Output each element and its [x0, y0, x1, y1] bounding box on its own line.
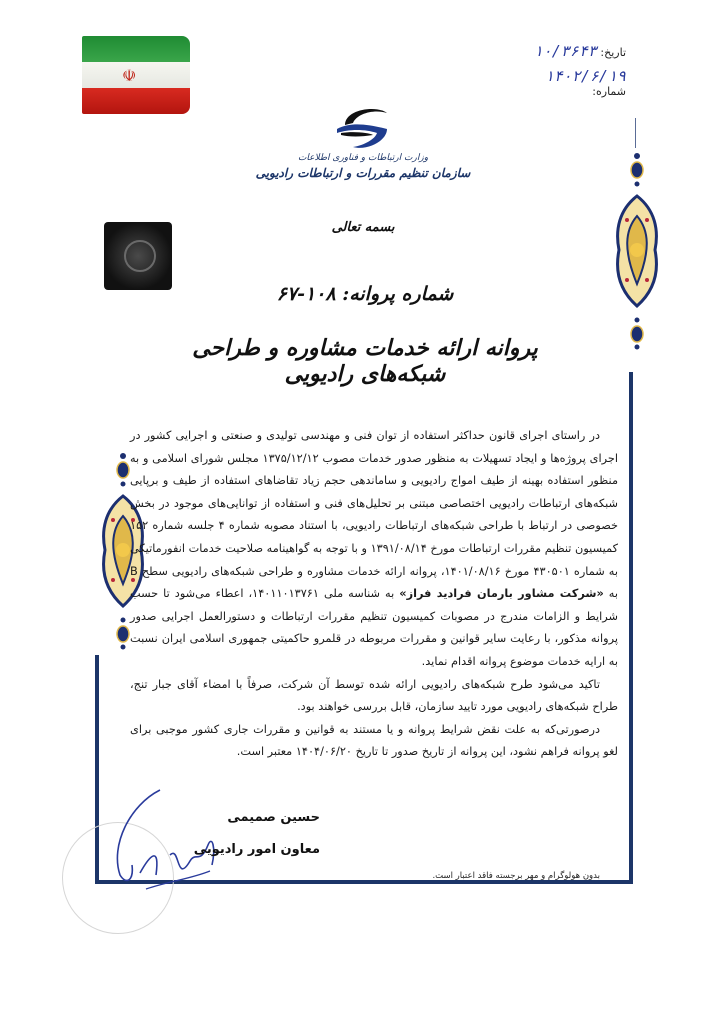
date-field [534, 42, 626, 60]
date-label: تاریخ: [600, 46, 626, 59]
frame-border-right [629, 372, 633, 884]
validity-note: بدون هولوگرام و مهر برجسته فاقد اعتبار است. [432, 871, 600, 881]
organization-name: سازمان تنظیم مقررات و ارتباطات رادیویی [255, 166, 471, 180]
body-paragraph: درصورتی‌که به علت نقض شرایط پروانه و یا مستند به قوانین و مقررات جاری کشور موجبی برای لغو پروانه فراهم نشود، این پروانه از تاریخ صدور تا تاریخ ۱۴۰۴/۰۶/۲۰ معتبر است. [130, 722, 618, 759]
body-paragraph: تاکید می‌شود طرح شبکه‌های رادیویی ارائه شده توسط آن شرکت، صرفاً با امضاء آقای جبار تنج، طراح شبکه‌های رادیویی مورد تایید سازمان، قابل بررسی خواهند بود. [130, 677, 618, 714]
signer-name: حسین صمیمی [227, 810, 320, 825]
license-number: شماره پروانه: ۱۰۸-۶۷ [276, 283, 454, 305]
number-value: ۱۴۰۲/۶/۱۹ [544, 67, 626, 85]
iran-flag-icon [82, 36, 190, 114]
cra-logo-icon [331, 103, 393, 153]
body-paragraph [130, 425, 618, 674]
divider [635, 118, 636, 148]
license-body [130, 425, 618, 764]
ornament-icon [609, 150, 665, 350]
hologram-sticker [104, 222, 172, 290]
number-label: شماره: [592, 85, 626, 98]
flag-emblem-icon: ☫ [122, 66, 137, 85]
body-text: به شناسه ملی ۱۴۰۱۱۰۱۳۷۶۱، اعطاء می‌شود تا حسب شرایط و الزامات مندرج در مصوبات کمیسیون تنظیم مقررات ارتباطات و دستورالعمل اجرایی صدور پروانه مذکور، با رعایت سایر قوانین و مقررات مربوطه در قلمرو حاکمیتی جمهوری اسلامی ایران نسبت به ارایه خدمات موضوع پروانه اقدام نماید. [130, 587, 618, 668]
basmala: بسمه تعالی [331, 220, 395, 235]
signer-title: معاون امور رادیویی [193, 842, 320, 857]
number-field [545, 67, 626, 98]
ministry-name: وزارت ارتباطات و فناوری اطلاعات [297, 153, 429, 163]
date-value: ۱۰/۳۶۴۳ [533, 42, 597, 60]
body-text: در راستای اجرای قانون حداکثر استفاده از توان فنی و مهندسی تولیدی و صنعتی و اجرایی کشور در اجرای پروژه‌ها و ایجاد تسهیلات به منظور صدور خدمات مصوب ۱۳۷۵/۱۲/۱۲ مجلس شورای اسلامی و به منظور استفاده بهینه از طیف امواج رادیویی و ساماندهی حجم زیاد تقاضاهای استفاده از طیف و برپایی شبکه‌های ارتباطات رادیویی اختصاصی مبتنی بر تحلیل‌های فنی و استفاده از توانایی‌های موجود در بخش خصوصی در ارتباط با طراحی شبکه‌های ارتباطات رادیویی، با استناد مصوبه شماره ۴ جلسه شماره ۱۵۲ کمیسیون تنظیم مقررات ارتباطات مورخ ۱۳۹۱/۰۸/۱۴ و با توجه به گواهینامه صلاحیت خدمات انفورماتیکی به شماره ۴۳۰۵۰۱ مورخ ۱۴۰۱/۰۸/۱۶، پروانه ارائه خدمات مشاوره و طراحی شبکه‌های رادیویی سطح B به [130, 429, 618, 601]
company-name: «شرکت مشاور بارمان فرادید فراز» [399, 587, 604, 601]
document-title: پروانه ارائه خدمات مشاوره و طراحی شبکه‌های رادیویی [192, 335, 538, 387]
